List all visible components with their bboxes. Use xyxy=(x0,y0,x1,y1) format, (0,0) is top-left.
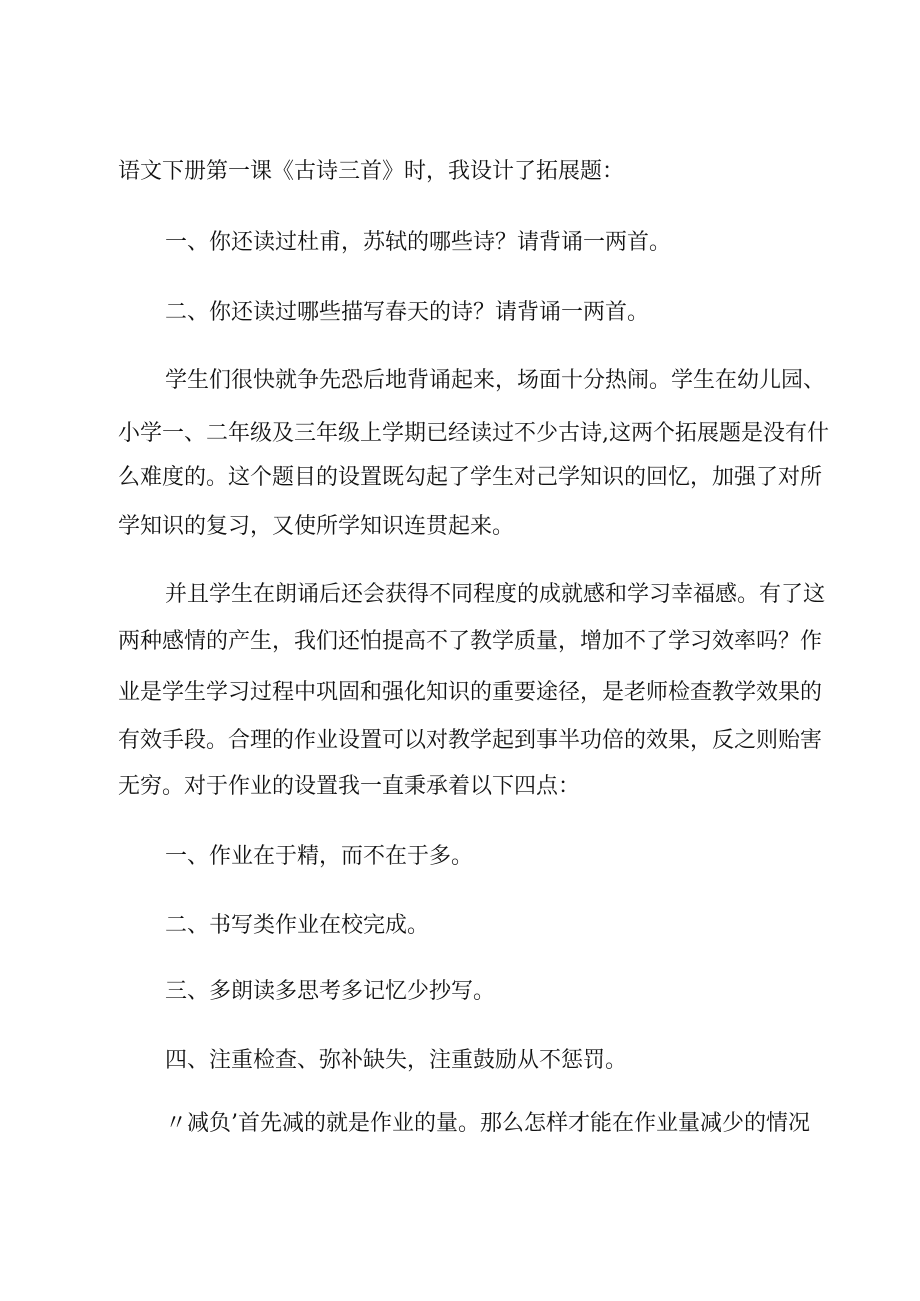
paragraph-homework-line-2: 两种感情的产生，我们还怕提高不了教学质量，增加不了学习效率吗？作 xyxy=(118,629,823,654)
paragraph-homework-line-1: 并且学生在朗诵后还会获得不同程度的成就感和学习幸福感。有了这 xyxy=(165,582,826,607)
principle-four: 四、注重检查、弥补缺失，注重鼓励从不惩罚。 xyxy=(165,1048,628,1073)
paragraph-homework-line-5: 无穷。对于作业的设置我一直秉承着以下四点： xyxy=(118,774,581,799)
question-one: 一、你还读过杜甫，苏轼的哪些诗？请背诵一两首。 xyxy=(165,230,672,255)
paragraph-students-line-1: 学生们很快就争先恐后地背诵起来，场面十分热闹。学生在幼儿园、 xyxy=(165,368,826,393)
paragraph-intro-line: 语文下册第一课《古诗三首》时，我设计了拓展题： xyxy=(118,159,625,184)
principle-one: 一、作业在于精，而不在于多。 xyxy=(165,844,474,869)
principle-two: 二、书写类作业在校完成。 xyxy=(165,913,430,938)
paragraph-students-line-3: 么难度的。这个题目的设置既勾起了学生对己学知识的回忆，加强了对所 xyxy=(118,465,823,490)
principle-three: 三、多朗读多思考多记忆少抄写。 xyxy=(165,979,496,1004)
paragraph-homework-line-3: 业是学生学习过程中巩固和强化知识的重要途径，是老师检查教学效果的 xyxy=(118,680,823,705)
question-two: 二、你还读过哪些描写春天的诗？请背诵一两首。 xyxy=(165,300,650,325)
paragraph-students-line-2: 小学一、二年级及三年级上学期已经读过不少古诗,这两个拓展题是没有什 xyxy=(118,421,829,446)
paragraph-homework-line-4: 有效手段。合理的作业设置可以对教学起到事半功倍的效果，反之则贻害 xyxy=(118,728,823,753)
paragraph-students-line-4: 学知识的复习，又使所学知识连贯起来。 xyxy=(118,514,515,539)
paragraph-reduce-burden-line-1: 〃减负’首先减的就是作业的量。那么怎样才能在作业量减少的情况 xyxy=(165,1111,810,1136)
